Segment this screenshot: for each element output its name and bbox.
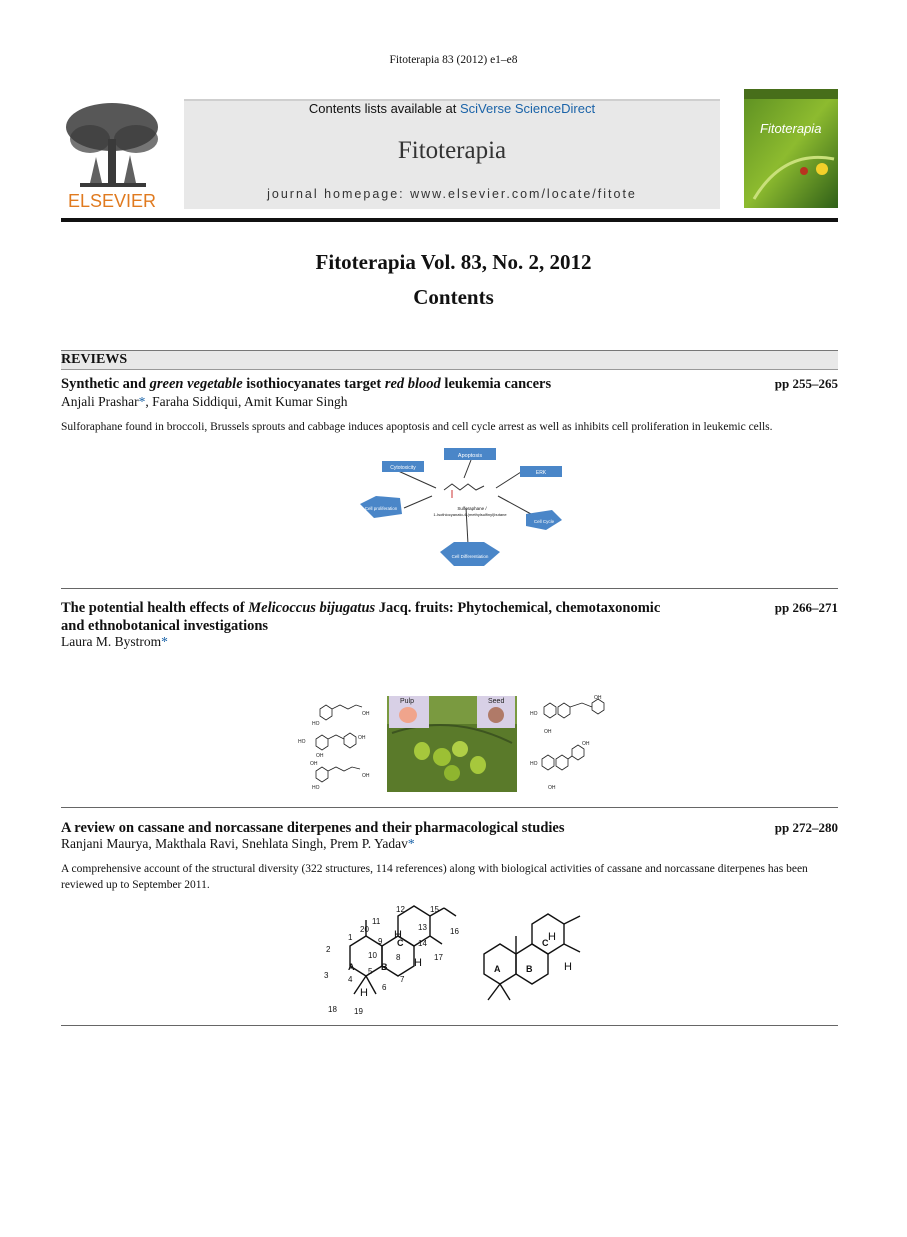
graphical-abstract-2: [292, 693, 612, 793]
caption-line-1: Sulforaphane /: [457, 506, 487, 511]
article-abstract-1: Sulforaphane found in broccoli, Brussels sprouts and cabbage induces apoptosis and cell cycle arrest as well as inhibits cell proliferation in leukemic cells.: [61, 421, 773, 433]
journal-homepage[interactable]: journal homepage: www.elsevier.com/locate/fitote: [267, 187, 637, 201]
label-cell-cycle: Cell Cycle: [533, 519, 555, 524]
article-pages-3[interactable]: pp 272–280: [774, 820, 838, 835]
h-label-3: H: [360, 987, 368, 999]
caption-line-2: 1-Isothiocyanato-4-(methylsulfinyl)butane: [433, 512, 507, 517]
svg-text:7: 7: [400, 975, 405, 984]
svg-text:HO: HO: [312, 721, 320, 727]
svg-text:4: 4: [348, 975, 353, 984]
sciverse-link[interactable]: SciVerse ScienceDirect: [459, 101, 596, 116]
cover-title: Fitoterapia: [760, 121, 822, 136]
graphical-abstract-1: [356, 446, 566, 570]
contents-heading: Contents: [413, 285, 494, 309]
article-authors-3: Ranjani Maurya, Makthala Ravi, Snehlata Singh, Prem P. Yadav*: [61, 836, 415, 851]
h-label-5: H: [564, 961, 572, 973]
article-title-3[interactable]: A review on cassane and norcassane diterpenes and their pharmacological studies: [61, 820, 565, 836]
corresponding-author-star[interactable]: *: [161, 634, 168, 649]
svg-text:OH: OH: [362, 711, 370, 717]
running-head: Fitoterapia 83 (2012) e1–e8: [389, 54, 518, 66]
svg-text:1: 1: [348, 933, 353, 942]
article-authors-1: Anjali Prashar*, Faraha Siddiqui, Amit Kumar Singh: [61, 394, 348, 409]
elsevier-logo[interactable]: [60, 99, 164, 211]
svg-text:14: 14: [418, 939, 427, 948]
article-title-2[interactable]: The potential health effects of Melicoccus bijugatus Jacq. fruits: Phytochemical, chemotaxonomic and ethnobotanical investigations: [61, 600, 661, 634]
article-abstract-3: A comprehensive account of the structural diversity (322 structures, 114 references) along with biological activities of cassane and norcassane diterpenes has been reviewed up to September 2011.: [61, 863, 808, 891]
article-authors-2: Laura M. Bystrom*: [61, 634, 168, 649]
ring-label-c-2: C: [542, 938, 549, 948]
header-rule: [61, 218, 838, 222]
article-pages-2[interactable]: pp 266–271: [774, 600, 838, 615]
ring-label-b-2: B: [526, 964, 533, 974]
svg-text:18: 18: [328, 1005, 337, 1014]
svg-text:HO: HO: [530, 761, 538, 767]
ring-label-a-2: A: [494, 964, 501, 974]
corresponding-author-star[interactable]: *: [407, 836, 415, 851]
label-cytotoxicity: Cytotoxicity: [390, 465, 416, 471]
ring-label-a: A: [348, 962, 355, 972]
svg-text:6: 6: [382, 983, 387, 992]
ring-label-b: B: [381, 962, 388, 972]
contents-prefix: Contents lists available at: [308, 101, 460, 116]
journal-cover-image[interactable]: [744, 89, 838, 208]
ring-label-c: C: [397, 938, 404, 948]
label-apoptosis: Apoptosis: [457, 453, 483, 459]
svg-text:OH: OH: [548, 785, 556, 791]
label-cell-differentiation: Cell Differentiation: [451, 554, 489, 559]
article-divider-3: [61, 1025, 838, 1026]
pulp-label: Pulp: [400, 698, 415, 705]
elsevier-wordmark: ELSEVIER: [67, 191, 157, 211]
svg-text:OH: OH: [362, 773, 370, 779]
article-divider-1: [61, 588, 838, 589]
label-cell-proliferation: Cell proliferation: [364, 506, 398, 511]
svg-text:HO: HO: [298, 739, 306, 745]
svg-text:OH: OH: [594, 695, 602, 701]
h-label-2: H: [414, 957, 422, 969]
h-label-4: H: [548, 931, 556, 943]
svg-text:15: 15: [430, 905, 439, 914]
svg-text:HO: HO: [530, 711, 538, 717]
section-header: [61, 350, 838, 370]
svg-text:12: 12: [396, 905, 405, 914]
article-pages-1[interactable]: pp 255–265: [774, 376, 838, 391]
svg-text:OH: OH: [544, 729, 552, 735]
svg-text:8: 8: [396, 953, 401, 962]
svg-text:19: 19: [354, 1007, 363, 1016]
issue-title: Fitoterapia Vol. 83, No. 2, 2012: [315, 250, 592, 274]
graphical-abstract-3: [314, 898, 614, 1020]
seed-label: Seed: [488, 698, 505, 705]
svg-text:16: 16: [450, 927, 459, 936]
svg-text:OH: OH: [358, 735, 366, 741]
svg-text:17: 17: [434, 953, 443, 962]
contents-availability: [184, 101, 720, 116]
svg-text:11: 11: [372, 917, 381, 926]
journal-title: Fitoterapia: [397, 137, 507, 164]
corresponding-author-star[interactable]: *: [138, 394, 146, 409]
section-label: REVIEWS: [61, 352, 128, 367]
svg-text:13: 13: [418, 923, 427, 932]
svg-text:10: 10: [368, 951, 377, 960]
svg-text:OH: OH: [310, 761, 318, 767]
svg-text:20: 20: [360, 925, 369, 934]
svg-text:OH: OH: [316, 753, 324, 759]
svg-text:2: 2: [326, 945, 331, 954]
svg-text:OH: OH: [582, 741, 590, 747]
journal-banner: [184, 99, 720, 209]
label-erk: ERK: [535, 470, 547, 476]
svg-text:3: 3: [324, 971, 329, 980]
article-title-1[interactable]: Synthetic and green vegetable isothiocyanates target red blood leukemia cancers: [61, 376, 552, 392]
svg-text:9: 9: [378, 937, 383, 946]
h-label-1: H: [394, 929, 402, 941]
svg-text:5: 5: [368, 967, 373, 976]
article-divider-2: [61, 807, 838, 808]
svg-text:HO: HO: [312, 785, 320, 791]
